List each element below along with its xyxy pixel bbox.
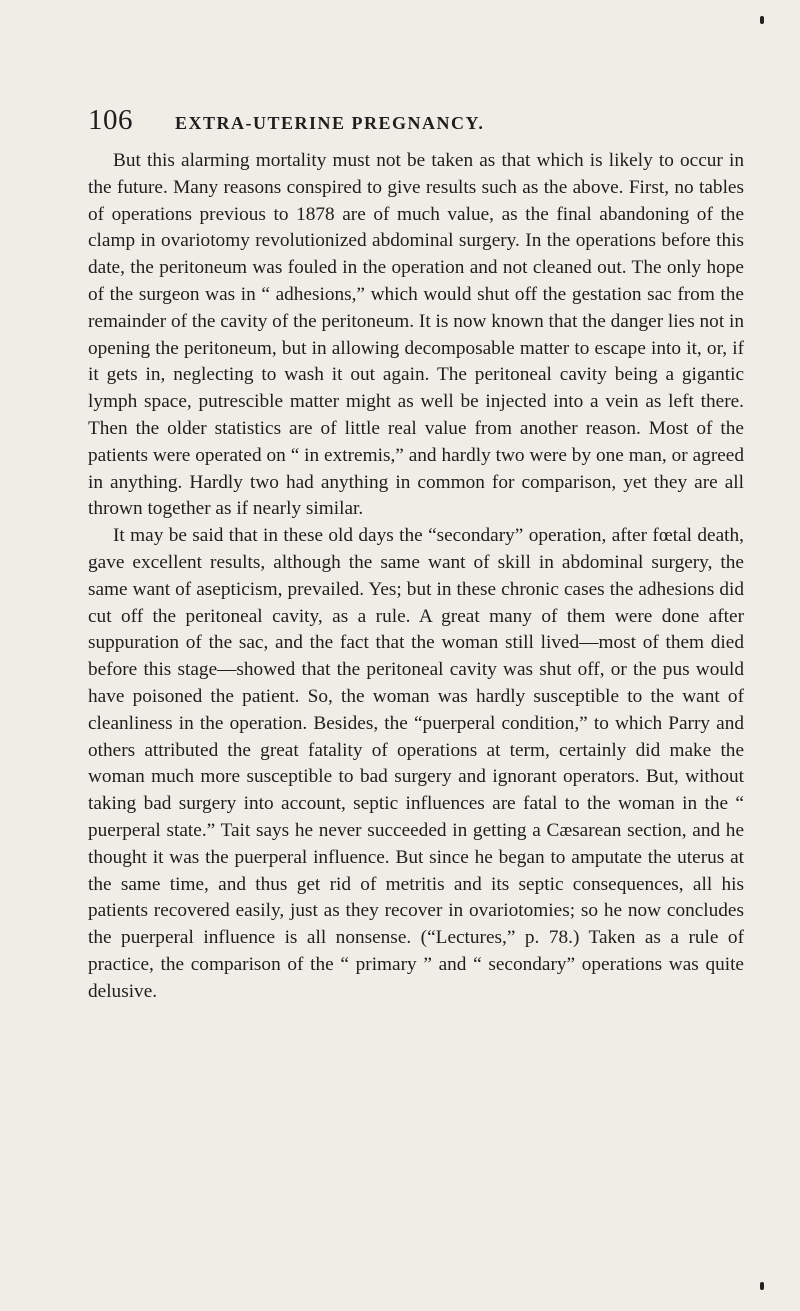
paragraph-2: It may be said that in these old days the “secondary” operation, after fœtal death, gave excellent results, although the same want of skill in abdominal surgery, the same want of asepticism, prevailed. Yes; but in these chronic cases the adhesions did cut off the peritoneal cavity, as a rule. A great many of them were done after suppuration of the sac, and the fact that the woman still lived—most of them died before this stage—showed that the peritoneal cavity was shut off, or the pus would have poisoned the patient. So, the woman was hardly susceptible to the want of cleanliness in the operation. Besides, the “puerperal condition,” to which Parry and others attributed the great fatality of operations at term, certainly did make the woman much more susceptible to bad surgery and ignorant operators. But, without taking bad surgery into account, septic influences are fatal to the woman in the “ puerperal state.” Tait says he never succeeded in getting a Cæsarean section, and he thought it was the puerperal influence. But since he began to amputate the uterus at the same time, and thus get rid of metritis and its septic consequences, all his patients recovered easily, just as they recover in ovariotomies; so he now concludes the puerperal influence is all nonsense. (“Lectures,” p. 78.) Taken as a rule of practice, the comparison of the “ primary ” and “ secondary” operations was quite delusive. (88, 525, 744, 1002)
page-number: 106 (88, 104, 133, 136)
running-title: EXTRA-UTERINE PREGNANCY. (175, 113, 485, 133)
body-text (88, 148, 744, 1006)
ink-speck (760, 1282, 764, 1290)
paragraph-1: But this alarming mortality must not be taken as that which is likely to occur in the future. Many reasons conspired to give results such as the above. First, no tables of operations previous to 1878 are of much value, as the final abandoning of the clamp in ovariotomy revolutionized abdominal surgery. In the operations before this date, the peritoneum was fouled in the operation and not cleaned out. The only hope of the surgeon was in “ adhesions,” which would shut off the gestation sac from the remainder of the cavity of the peritoneum. It is now known that the danger lies not in opening the peritoneum, but in allowing decomposable matter to escape into it, or, if it gets in, neglecting to wash it out again. The peritoneal cavity being a gigantic lymph space, putrescible matter might as well be injected into a vein as left there. Then the older statistics are of little real value from another reason. Most of the patients were operated on “ in extremis,” and hardly two were by one man, or agreed in anything. Hardly two had anything in common for comparison, yet they are all thrown together as if nearly similar. (88, 150, 744, 520)
ink-speck (760, 16, 764, 24)
